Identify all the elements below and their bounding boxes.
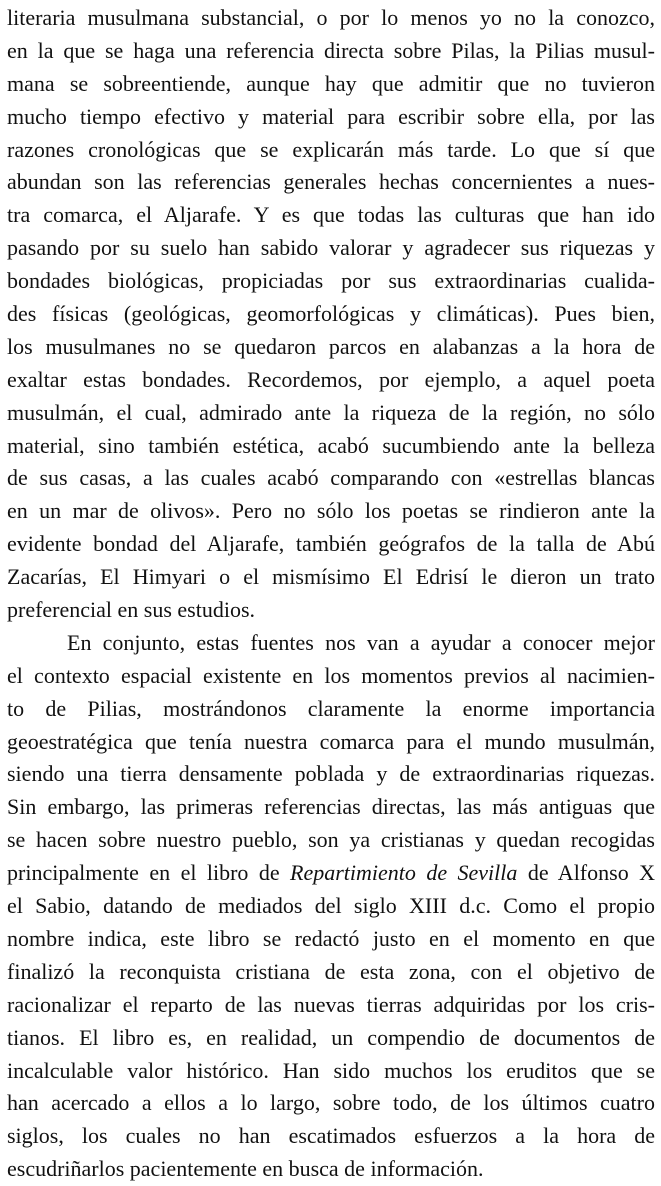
text-line: los musulmanes no se quedaron parcos en alabanzas a la hora de bbox=[7, 333, 655, 359]
text-line: bondades biológicas, propiciadas por sus extraordinarias cualida- bbox=[7, 268, 655, 294]
text-line: Sin embargo, las primeras referencias directas, las más antiguas que bbox=[7, 794, 655, 820]
paragraph-2 bbox=[7, 627, 655, 1186]
text-line-last: escudriñarlos pacientemente en busca de información. bbox=[7, 1156, 484, 1182]
text-line-with-title bbox=[7, 857, 655, 890]
text-line: literaria musulmana substancial, o por lo menos yo no la conozco, bbox=[7, 5, 655, 30]
text-line: siendo una tierra densamente poblada y de extraordinarias riquezas. bbox=[7, 761, 655, 787]
text-line: finalizó la reconquista cristiana de esta zona, con el objetivo de bbox=[7, 958, 655, 984]
text-line-indented: En conjunto, estas fuentes nos van a ayudar a conocer mejor bbox=[67, 629, 655, 655]
text-line: abundan son las referencias generales hechas concernientes a nues- bbox=[7, 169, 655, 195]
book-title: Repartimiento de Sevilla bbox=[290, 860, 518, 886]
text-line: mana se sobreentiende, aunque hay que admitir que no tuvieron bbox=[7, 70, 655, 96]
text-line: el contexto espacial existente en los momentos previos al nacimien- bbox=[7, 662, 655, 688]
text-line: han acercado a ellos a lo largo, sobre todo, de los últimos cuatro bbox=[7, 1090, 655, 1116]
text-line: geoestratégica que tenía nuestra comarca para el mundo musulmán, bbox=[7, 728, 655, 754]
text-line: incalculable valor histórico. Han sido muchos los eruditos que se bbox=[7, 1057, 655, 1083]
text-line: to de Pilias, mostrándonos claramente la enorme importancia bbox=[7, 695, 655, 721]
text-line: tianos. El libro es, en realidad, un compendio de documentos de bbox=[7, 1024, 655, 1050]
text-line: razones cronológicas que se explicarán más tarde. Lo que sí que bbox=[7, 136, 655, 162]
text-line: nombre indica, este libro se redactó justo en el momento en que bbox=[7, 925, 655, 951]
text-line: en un mar de olivos». Pero no sólo los poetas se rindieron ante la bbox=[7, 498, 655, 524]
text-line: de sus casas, a las cuales acabó comparando con «estrellas blancas bbox=[7, 465, 655, 491]
text-line: evidente bondad del Aljarafe, también geógrafos de la talla de Abú bbox=[7, 531, 655, 557]
text-line: Zacarías, El Himyari o el mismísimo El Edrisí le dieron un trato bbox=[7, 564, 655, 590]
text-line: pasando por su suelo han sabido valorar y agradecer sus riquezas y bbox=[7, 235, 655, 261]
text-line: mucho tiempo efectivo y material para escribir sobre ella, por las bbox=[7, 103, 655, 129]
text-line: racionalizar el reparto de las nuevas tierras adquiridas por los cris- bbox=[7, 991, 655, 1017]
text-line: tra comarca, el Aljarafe. Y es que todas las culturas que han ido bbox=[7, 202, 655, 228]
text-run: principalmente en el libro de bbox=[7, 860, 291, 886]
text-run: de Alfonso X bbox=[517, 860, 655, 886]
text-line: en la que se haga una referencia directa sobre Pilas, la Pilias musul- bbox=[7, 37, 655, 63]
text-line: material, sino también estética, acabó sucumbiendo ante la belleza bbox=[7, 432, 655, 458]
text-line: des físicas (geológicas, geomorfológicas y climáticas). Pues bien, bbox=[7, 301, 655, 327]
text-line: exaltar estas bondades. Recordemos, por ejemplo, a aquel poeta bbox=[7, 366, 655, 392]
text-line: el Sabio, datando de mediados del siglo XIII d.c. Como el propio bbox=[7, 893, 655, 919]
text-line: siglos, los cuales no han escatimados esfuerzos a la hora de bbox=[7, 1123, 655, 1149]
text-line: musulmán, el cual, admirado ante la riqueza de la región, no sólo bbox=[7, 399, 655, 425]
text-line: se hacen sobre nuestro pueblo, son ya cristianas y quedan recogidas bbox=[7, 827, 655, 853]
text-line-last: preferencial en sus estudios. bbox=[7, 597, 256, 623]
paragraph-1 bbox=[7, 2, 655, 627]
